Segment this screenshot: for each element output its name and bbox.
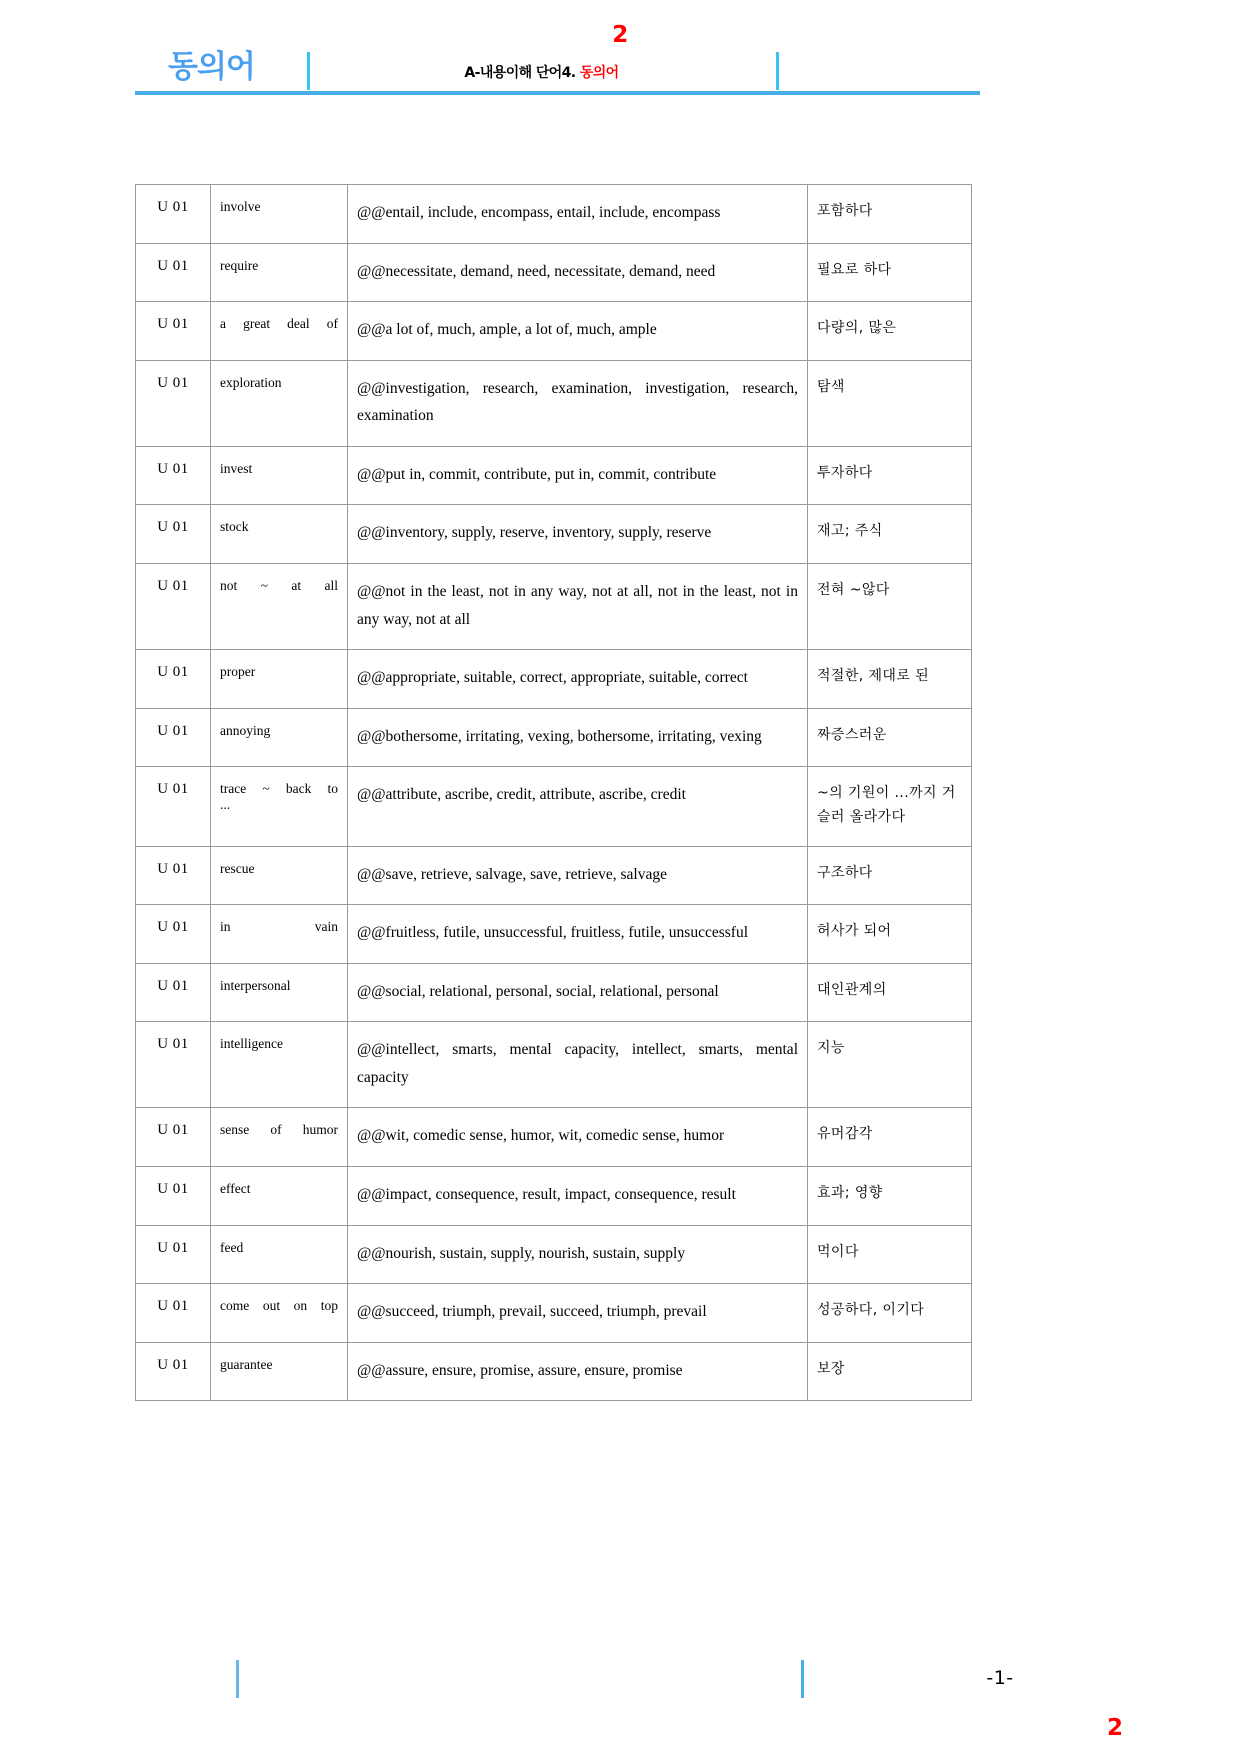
header-divider-right (776, 52, 779, 90)
table-row (136, 1022, 972, 1108)
cell-synonyms: @@a lot of, much, ample, a lot of, much, ample (348, 302, 808, 361)
table-row (136, 1342, 972, 1401)
cell-korean-meaning: 포함하다 (808, 185, 972, 244)
cell-word (211, 505, 348, 564)
cell-unit: U 01 (136, 1166, 211, 1225)
cell-unit: U 01 (136, 846, 211, 905)
page-footer (0, 1640, 1240, 1754)
table-row (136, 564, 972, 650)
cell-word (211, 708, 348, 767)
cell-word-text: exploration (220, 374, 282, 390)
header-title (307, 62, 776, 82)
cell-word-text: involve (220, 199, 261, 214)
cell-synonyms: @@save, retrieve, salvage, save, retrieve, salvage (348, 846, 808, 905)
cell-synonyms: @@appropriate, suitable, correct, appropriate, suitable, correct (348, 650, 808, 709)
cell-korean-meaning: 먹이다 (808, 1225, 972, 1284)
cell-word-text: invest (220, 460, 253, 476)
cell-word-text: come out on top (220, 1298, 338, 1314)
cell-unit: U 01 (136, 1108, 211, 1167)
cell-word-text: feed (220, 1239, 244, 1255)
cell-unit: U 01 (136, 1342, 211, 1401)
footer-divider-right (801, 1660, 804, 1698)
table-row (136, 650, 972, 709)
cell-word-text: effect (220, 1180, 251, 1196)
table-row (136, 1225, 972, 1284)
cell-korean-meaning: 보장 (808, 1342, 972, 1401)
cell-korean-meaning: 다량의, 많은 (808, 302, 972, 361)
cell-word (211, 243, 348, 302)
footer-divider-left (236, 1660, 239, 1698)
cell-word (211, 1225, 348, 1284)
cell-word-text: a great deal of (220, 316, 338, 332)
cell-korean-meaning: 탐색 (808, 360, 972, 446)
cell-word-text: interpersonal (220, 977, 291, 993)
cell-korean-meaning: ~의 기원이 ...까지 거슬러 올라가다 (808, 767, 972, 846)
cell-word-text: not ~ at all (220, 578, 338, 594)
cell-unit: U 01 (136, 243, 211, 302)
table-row (136, 243, 972, 302)
table-row (136, 846, 972, 905)
footer-bottom-number: 2 (1106, 1715, 1123, 1741)
cell-synonyms: @@attribute, ascribe, credit, attribute, ascribe, credit (348, 767, 808, 846)
cell-unit: U 01 (136, 1284, 211, 1343)
cell-word (211, 1166, 348, 1225)
table-row (136, 708, 972, 767)
cell-word (211, 360, 348, 446)
cell-word-text: trace ~ back to (220, 781, 338, 797)
cell-synonyms: @@impact, consequence, result, impact, consequence, result (348, 1166, 808, 1225)
cell-word (211, 963, 348, 1022)
cell-unit: U 01 (136, 905, 211, 964)
vocabulary-table-container (135, 184, 971, 1401)
header-title-main: A-내용이해 단어4. (464, 65, 576, 81)
cell-synonyms: @@bothersome, irritating, vexing, bothersome, irritating, vexing (348, 708, 808, 767)
cell-unit: U 01 (136, 185, 211, 244)
cell-synonyms: @@necessitate, demand, need, necessitate, demand, need (348, 243, 808, 302)
cell-word-continuation: ... (220, 797, 231, 813)
cell-synonyms: @@assure, ensure, promise, assure, ensure, promise (348, 1342, 808, 1401)
cell-unit: U 01 (136, 767, 211, 846)
table-row (136, 505, 972, 564)
cell-word-text: guarantee (220, 1356, 273, 1372)
cell-word (211, 650, 348, 709)
cell-unit: U 01 (136, 1225, 211, 1284)
cell-unit: U 01 (136, 446, 211, 505)
cell-word-text: require (220, 257, 259, 273)
table-row (136, 446, 972, 505)
cell-synonyms: @@investigation, research, examination, investigation, research, examination (348, 360, 808, 446)
cell-word (211, 564, 348, 650)
cell-word-text: stock (220, 519, 249, 535)
header-top-number: 2 (612, 22, 628, 48)
cell-synonyms: @@intellect, smarts, mental capacity, intellect, smarts, mental capacity (348, 1022, 808, 1108)
cell-korean-meaning: 성공하다, 이기다 (808, 1284, 972, 1343)
table-row (136, 185, 972, 244)
cell-word (211, 846, 348, 905)
cell-word-text: proper (220, 664, 256, 680)
cell-korean-meaning: 전혀 ~않다 (808, 564, 972, 650)
table-row (136, 905, 972, 964)
cell-synonyms: @@entail, include, encompass, entail, include, encompass (348, 185, 808, 244)
header-title-accent: 동의어 (579, 65, 619, 81)
vocabulary-table-body (136, 185, 972, 1401)
header-section-label: 동의어 (168, 49, 255, 85)
cell-word (211, 1022, 348, 1108)
table-row (136, 963, 972, 1022)
cell-synonyms: @@succeed, triumph, prevail, succeed, triumph, prevail (348, 1284, 808, 1343)
table-row (136, 1108, 972, 1167)
cell-unit: U 01 (136, 302, 211, 361)
header-horizontal-rule (135, 91, 980, 95)
cell-unit: U 01 (136, 650, 211, 709)
cell-word-text: intelligence (220, 1036, 283, 1052)
cell-word (211, 302, 348, 361)
cell-synonyms: @@nourish, sustain, supply, nourish, sustain, supply (348, 1225, 808, 1284)
cell-korean-meaning: 투자하다 (808, 446, 972, 505)
cell-korean-meaning: 필요로 하다 (808, 243, 972, 302)
table-row (136, 767, 972, 846)
cell-korean-meaning: 지능 (808, 1022, 972, 1108)
cell-korean-meaning: 허사가 되어 (808, 905, 972, 964)
cell-word (211, 1108, 348, 1167)
cell-korean-meaning: 적절한, 제대로 된 (808, 650, 972, 709)
cell-word (211, 446, 348, 505)
cell-synonyms: @@wit, comedic sense, humor, wit, comedic sense, humor (348, 1108, 808, 1167)
cell-word (211, 1284, 348, 1343)
cell-unit: U 01 (136, 360, 211, 446)
cell-word (211, 1342, 348, 1401)
cell-synonyms: @@not in the least, not in any way, not at all, not in the least, not in any way, not at all (348, 564, 808, 650)
page-header (0, 0, 1240, 100)
cell-unit: U 01 (136, 1022, 211, 1108)
cell-korean-meaning: 유머감각 (808, 1108, 972, 1167)
vocabulary-table (135, 184, 972, 1401)
cell-word (211, 905, 348, 964)
cell-unit: U 01 (136, 963, 211, 1022)
cell-synonyms: @@fruitless, futile, unsuccessful, fruitless, futile, unsuccessful (348, 905, 808, 964)
cell-word (211, 185, 348, 244)
cell-synonyms: @@inventory, supply, reserve, inventory, supply, reserve (348, 505, 808, 564)
cell-korean-meaning: 대인관계의 (808, 963, 972, 1022)
table-row (136, 360, 972, 446)
table-row (136, 1284, 972, 1343)
cell-korean-meaning: 짜증스러운 (808, 708, 972, 767)
cell-unit: U 01 (136, 505, 211, 564)
cell-word-text: in vain (220, 919, 338, 935)
cell-word-text: rescue (220, 860, 255, 876)
cell-synonyms: @@put in, commit, contribute, put in, commit, contribute (348, 446, 808, 505)
cell-unit: U 01 (136, 564, 211, 650)
cell-word-text: sense of humor (220, 1122, 338, 1138)
cell-korean-meaning: 구조하다 (808, 846, 972, 905)
cell-synonyms: @@social, relational, personal, social, relational, personal (348, 963, 808, 1022)
table-row (136, 1166, 972, 1225)
cell-korean-meaning: 효과; 영향 (808, 1166, 972, 1225)
cell-korean-meaning: 재고; 주식 (808, 505, 972, 564)
cell-unit: U 01 (136, 708, 211, 767)
table-row (136, 302, 972, 361)
page-number: -1- (986, 1667, 1014, 1689)
cell-word-text: annoying (220, 722, 271, 738)
cell-word (211, 767, 348, 846)
